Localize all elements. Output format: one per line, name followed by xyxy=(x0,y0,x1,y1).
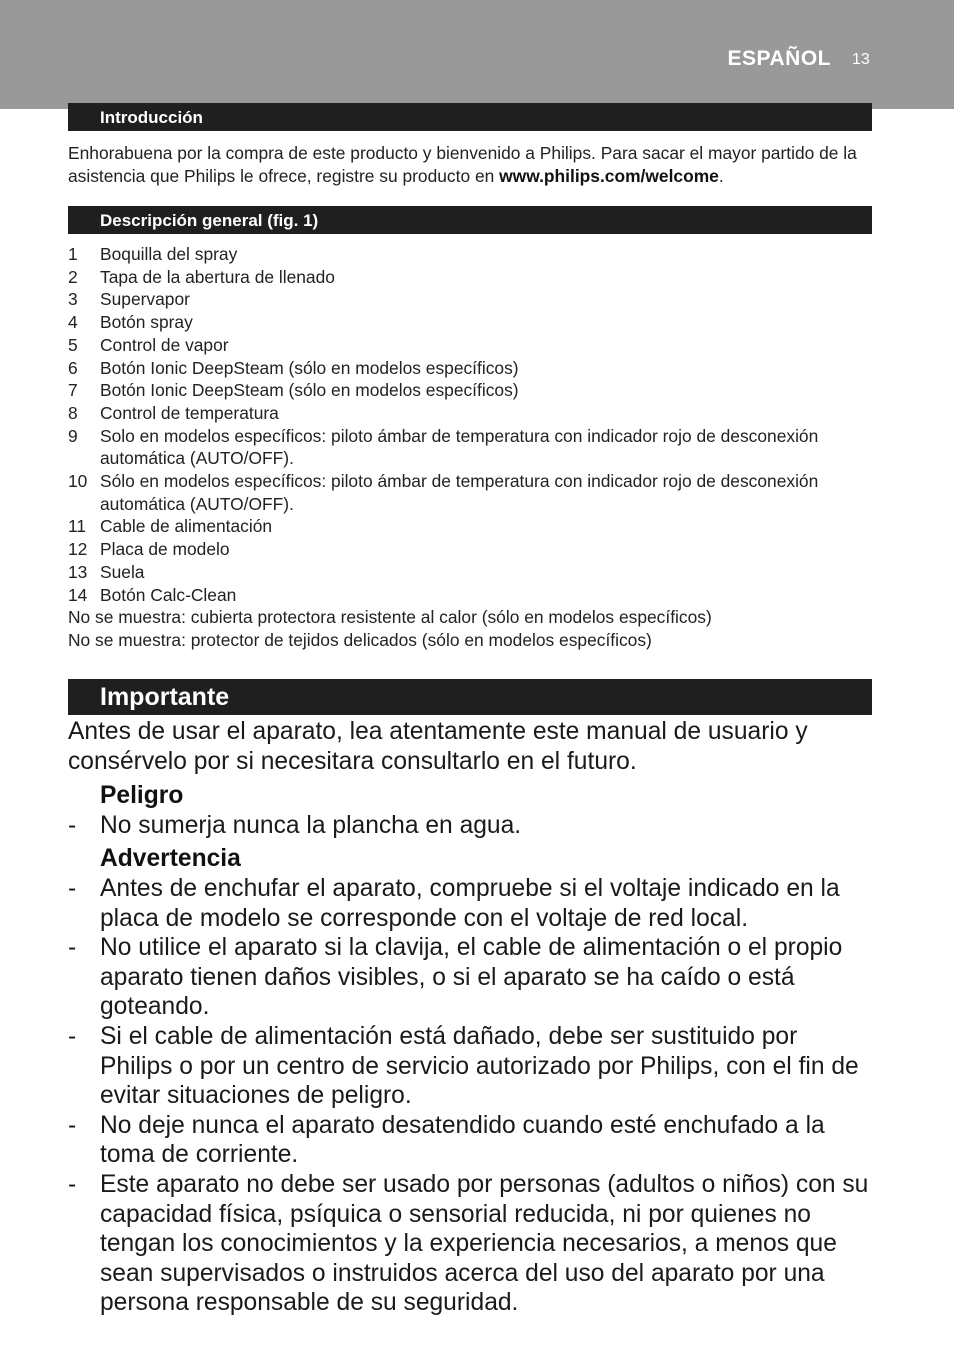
list-item xyxy=(68,334,876,357)
important-intro: Antes de usar el aparato, lea atentamente este manual de usuario y consérvelo por si necesitara consultarlo en el futuro. xyxy=(68,718,808,775)
list-item xyxy=(68,561,876,584)
list-item xyxy=(68,288,876,311)
intro-text: Enhorabuena por la compra de este producto y bienvenido a Philips. Para sacar el mayor partido de la asistencia que Philips le ofrece, registre su producto en xyxy=(68,143,857,186)
list-item xyxy=(68,311,876,334)
list-item xyxy=(68,584,876,607)
item-text: Botón spray xyxy=(100,312,193,333)
bullet-dash: - xyxy=(68,1170,77,1198)
item-number: 7 xyxy=(68,380,78,401)
list-item xyxy=(68,933,876,1022)
item-text: Cable de alimentación xyxy=(100,516,273,537)
item-text: Sólo en modelos específicos: piloto ámbar de temperatura con indicador rojo de desconexión automática (AUTO/OFF). xyxy=(100,471,819,514)
section-title-overview: Descripción general (fig. 1) xyxy=(68,206,872,234)
item-number: 4 xyxy=(68,312,78,333)
list-item xyxy=(68,425,876,470)
item-number: 11 xyxy=(68,516,87,537)
item-number: 9 xyxy=(68,425,78,446)
danger-list xyxy=(68,811,876,841)
bullet-dash: - xyxy=(68,1111,77,1139)
warning-text: Si el cable de alimentación está dañado, debe ser sustituido por Philips o por un centro de servicio autorizado por Philips, con el fin de evitar situaciones de peligro. xyxy=(100,1022,859,1110)
section-title-intro: Introducción xyxy=(68,103,872,131)
item-text: Placa de modelo xyxy=(100,539,230,560)
item-number: 14 xyxy=(68,584,88,605)
intro-paragraph xyxy=(68,142,876,187)
warning-text: Este aparato no debe ser usado por personas (adultos o niños) con su capacidad física, psíquica o sensorial reducida, ni por quienes no tengan los conocimientos y la experiencia necesarios, a menos que sean supervisados o instruidos acerca del uso del aparato por una persona responsable de su seguridad. xyxy=(100,1170,869,1317)
list-item xyxy=(68,811,876,841)
list-item xyxy=(68,357,876,380)
list-item xyxy=(68,538,876,561)
warning-list xyxy=(68,874,876,1318)
list-item xyxy=(68,874,876,933)
item-text: Botón Ionic DeepSteam (sólo en modelos específicos) xyxy=(100,357,519,378)
item-number: 12 xyxy=(68,539,88,560)
item-text: Solo en modelos específicos: piloto ámbar de temperatura con indicador rojo de desconexión automática (AUTO/OFF). xyxy=(100,425,819,469)
item-text: Control de temperatura xyxy=(100,402,279,423)
list-item xyxy=(68,243,876,266)
not-shown-note: No se muestra: protector de tejidos delicados (sólo en modelos específicos) xyxy=(68,629,652,650)
bullet-dash: - xyxy=(68,1022,77,1050)
list-item xyxy=(68,515,876,538)
bullet-dash: - xyxy=(68,875,77,902)
item-number: 3 xyxy=(68,289,78,310)
item-text: Suela xyxy=(100,561,145,582)
item-text: Boquilla del spray xyxy=(100,244,238,264)
item-text: Supervapor xyxy=(100,289,190,310)
item-text: Botón Ionic DeepSteam (sólo en modelos específicos) xyxy=(100,380,519,401)
not-shown-note: No se muestra: cubierta protectora resistente al calor (sólo en modelos específicos) xyxy=(68,607,712,628)
item-number: 10 xyxy=(68,471,88,492)
page-number: 13 xyxy=(852,51,870,68)
list-item xyxy=(68,379,876,402)
intro-end: . xyxy=(718,165,724,186)
item-text: Control de vapor xyxy=(100,334,229,355)
section-title-important: Importante xyxy=(68,679,872,715)
list-item xyxy=(68,470,876,515)
bullet-dash: - xyxy=(68,812,77,839)
page-header xyxy=(0,0,954,109)
warning-heading: Advertencia xyxy=(100,845,241,872)
item-number: 1 xyxy=(68,244,78,264)
danger-heading: Peligro xyxy=(100,782,184,809)
list-item xyxy=(68,1170,876,1318)
list-item xyxy=(68,266,876,289)
danger-text: No sumerja nunca la plancha en agua. xyxy=(100,812,522,839)
item-number: 8 xyxy=(68,402,78,423)
list-item xyxy=(68,1111,876,1170)
list-item xyxy=(68,1022,876,1111)
item-text: Tapa de la abertura de llenado xyxy=(100,266,335,287)
item-number: 13 xyxy=(68,561,88,582)
item-number: 6 xyxy=(68,357,78,378)
warning-text: No deje nunca el aparato desatendido cuando esté enchufado a la toma de corriente. xyxy=(100,1111,825,1169)
warning-text: No utilice el aparato si la clavija, el cable de alimentación o el propio aparato tienen daños visibles, o si el aparato se ha caído o está goteando. xyxy=(100,934,843,1021)
bullet-dash: - xyxy=(68,934,77,962)
language-label: ESPAÑOL xyxy=(727,47,831,70)
item-number: 2 xyxy=(68,266,78,287)
welcome-link[interactable]: www.philips.com/welcome xyxy=(499,165,719,186)
list-item xyxy=(68,402,876,425)
warning-text: Antes de enchufar el aparato, compruebe si el voltaje indicado en la placa de modelo se corresponde con el voltaje de red local. xyxy=(100,875,840,932)
item-text: Botón Calc-Clean xyxy=(100,584,237,605)
item-number: 5 xyxy=(68,334,78,355)
overview-list xyxy=(68,243,876,652)
